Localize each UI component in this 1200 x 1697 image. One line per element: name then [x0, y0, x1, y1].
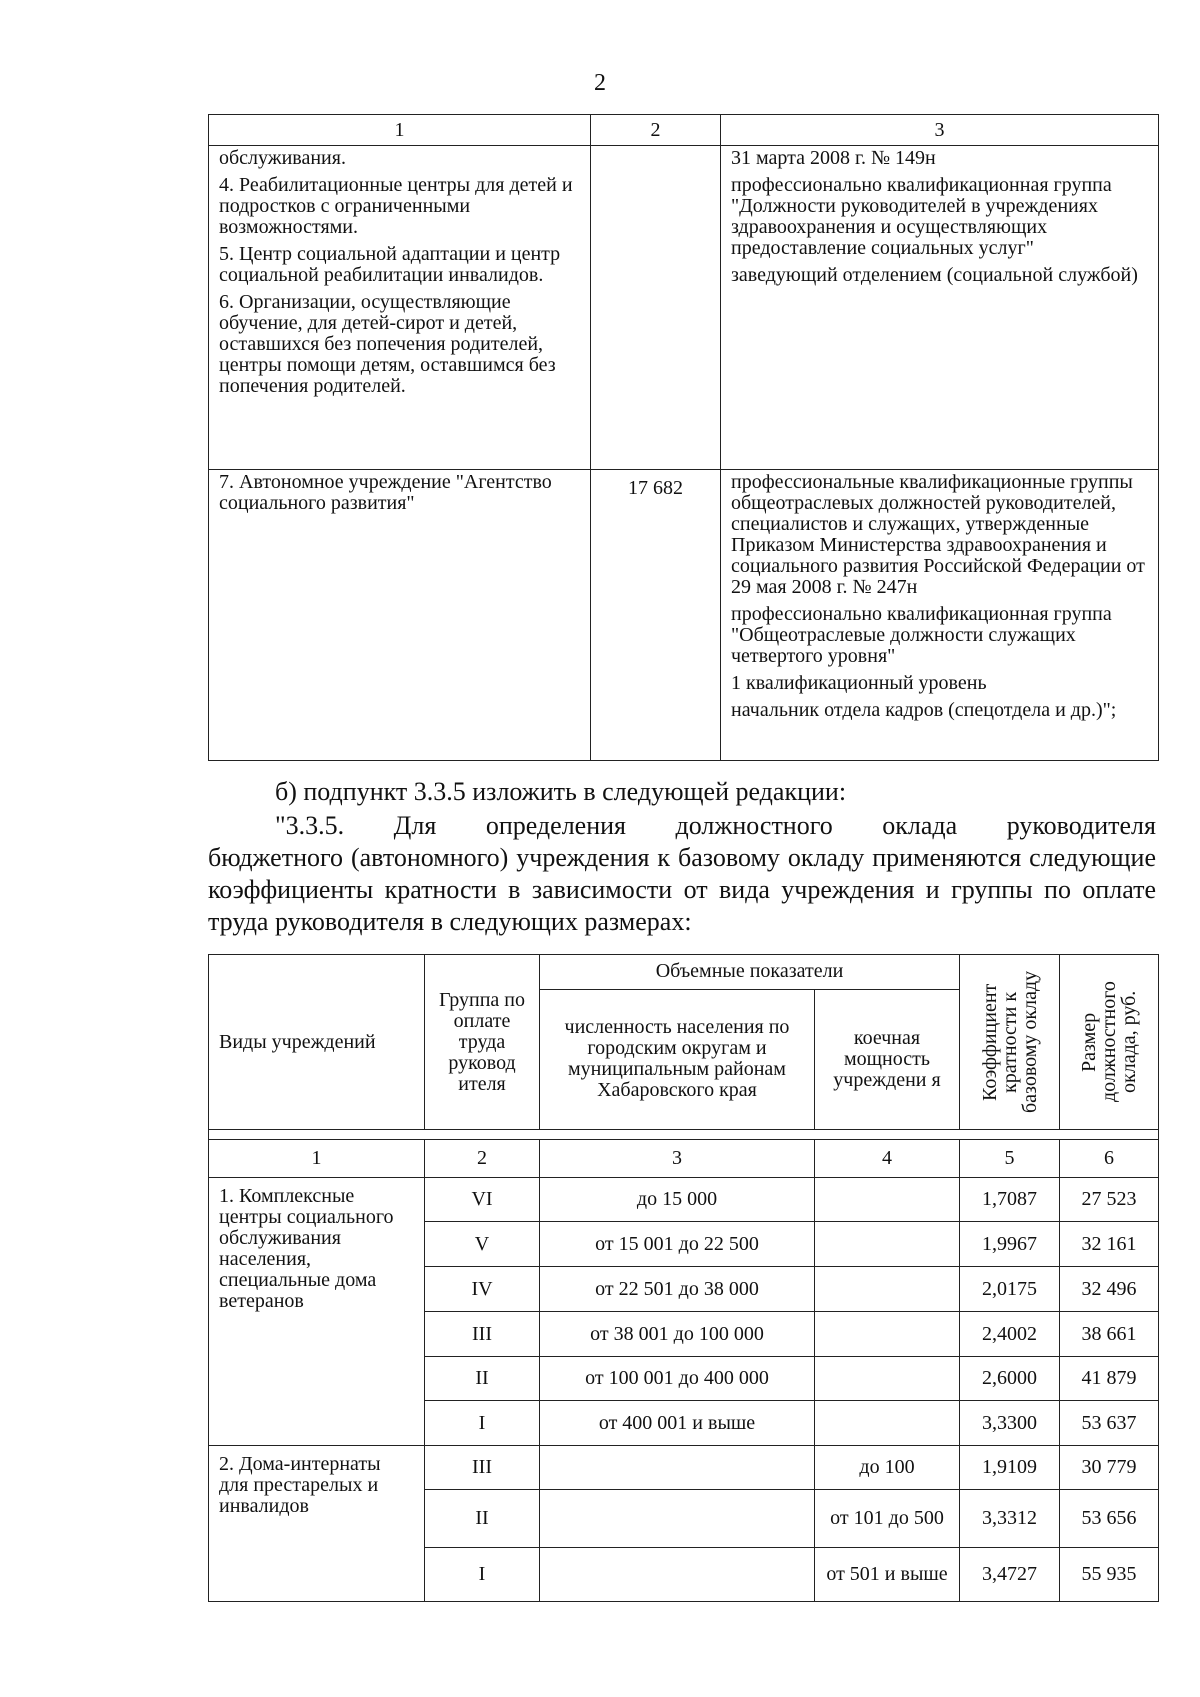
population-cell	[540, 1548, 815, 1602]
subparagraph-body: бюджетного (автономного) учреждения к базовому окладу применяются следующие коэффициенты кратности в зависимости от вида учреждения и группы по оплате труда руководителя в следующих размерах:	[208, 843, 1156, 936]
institution-type-cell: 2. Дома-интернаты для престарелых и инвалидов	[209, 1446, 425, 1602]
table-row	[209, 1446, 1159, 1490]
cell-text: профессионально квалификационная группа "Должности руководителей в учреждениях здравоохранения и осуществляющих предоставление социальных услуг"	[731, 174, 1112, 259]
institution-cell	[209, 470, 591, 761]
salary-cell: 27 523	[1060, 1178, 1159, 1222]
qualification-cell	[721, 470, 1159, 761]
salary-cell: 17 682	[591, 470, 721, 761]
page-number: 2	[594, 70, 606, 96]
institution-cell	[209, 146, 591, 470]
beds-cell: от 501 и выше	[815, 1548, 960, 1602]
coefficient-cell: 1,7087	[960, 1178, 1060, 1222]
cell-text: заведующий отделением (социальной службой)	[731, 264, 1138, 286]
population-cell: от 22 501 до 38 000	[540, 1267, 815, 1312]
population-cell: от 15 001 до 22 500	[540, 1222, 815, 1267]
coefficient-cell: 3,3312	[960, 1490, 1060, 1548]
salary-cell: 32 496	[1060, 1267, 1159, 1312]
beds-cell	[815, 1267, 960, 1312]
group-cell: III	[425, 1446, 540, 1490]
column-number: 6	[1060, 1140, 1159, 1178]
table-header-row	[209, 115, 1159, 146]
population-cell: до 15 000	[540, 1178, 815, 1222]
coefficient-cell: 3,3300	[960, 1401, 1060, 1446]
group-cell: VI	[425, 1178, 540, 1222]
table-row	[209, 470, 1159, 761]
beds-cell	[815, 1222, 960, 1267]
table-spacer-row	[209, 1130, 1159, 1140]
group-cell: IV	[425, 1267, 540, 1312]
column-number: 5	[960, 1140, 1060, 1178]
cell-text: 1 квалификационный уровень	[731, 672, 987, 694]
population-cell: от 100 001 до 400 000	[540, 1357, 815, 1401]
header-group: Группа по оплате труда руковод ителя	[425, 955, 540, 1130]
header-salary	[1060, 955, 1159, 1130]
continuation-table	[208, 114, 1159, 761]
column-number: 3	[540, 1140, 815, 1178]
coefficient-cell: 2,6000	[960, 1357, 1060, 1401]
institution-type-cell: 1. Комплексные центры социального обслуживания населения, специальные дома ветеранов	[209, 1178, 425, 1446]
cell-text: начальник отдела кадров (спецотдела и др.)";	[731, 699, 1117, 721]
group-cell: II	[425, 1490, 540, 1548]
coefficient-cell: 3,4727	[960, 1548, 1060, 1602]
salary-cell: 38 661	[1060, 1312, 1159, 1357]
column-number: 1	[209, 1140, 425, 1178]
column-number: 3	[721, 115, 1159, 146]
cell-text: 5. Центр социальной адаптации и центр социальной реабилитации инвалидов.	[219, 243, 561, 286]
header-salary-text: Размер должностного оклада, руб.	[1078, 981, 1141, 1103]
header-coefficient-text: Коэффициент кратности к базовому окладу	[978, 970, 1041, 1114]
salary-cell: 53 637	[1060, 1401, 1159, 1446]
coefficient-cell: 2,0175	[960, 1267, 1060, 1312]
column-number: 4	[815, 1140, 960, 1178]
coefficient-cell: 1,9967	[960, 1222, 1060, 1267]
population-cell: от 400 001 и выше	[540, 1401, 815, 1446]
salary-cell: 32 161	[1060, 1222, 1159, 1267]
group-cell: I	[425, 1548, 540, 1602]
subparagraph-intro: б) подпункт 3.3.5 изложить в следующей редакции:	[275, 777, 847, 806]
beds-cell	[815, 1178, 960, 1222]
column-number: 2	[591, 115, 721, 146]
cell-text: обслуживания.	[219, 147, 346, 169]
header-coefficient	[960, 955, 1060, 1130]
beds-cell	[815, 1312, 960, 1357]
salary-cell: 41 879	[1060, 1357, 1159, 1401]
cell-text: 4. Реабилитационные центры для детей и подростков с ограниченными возможностями.	[219, 174, 573, 238]
header-institution-types: Виды учреждений	[209, 955, 425, 1130]
salary-cell: 55 935	[1060, 1548, 1159, 1602]
qualification-cell	[721, 146, 1159, 470]
header-population: численность населения по городским округам и муниципальным районам Хабаровского края	[540, 989, 815, 1129]
spacer	[209, 1130, 1159, 1140]
table-header-row	[209, 955, 1159, 990]
subparagraph-text	[208, 810, 1156, 938]
coefficients-table	[208, 954, 1159, 1602]
population-cell: от 38 001 до 100 000	[540, 1312, 815, 1357]
table-row	[209, 146, 1159, 470]
group-cell: V	[425, 1222, 540, 1267]
group-cell: III	[425, 1312, 540, 1357]
table-row	[209, 1178, 1159, 1222]
column-number: 1	[209, 115, 591, 146]
population-cell	[540, 1490, 815, 1548]
header-volume-indicators: Объемные показатели	[540, 955, 960, 990]
beds-cell	[815, 1401, 960, 1446]
beds-cell: от 101 до 500	[815, 1490, 960, 1548]
cell-text: профессионально квалификационная группа "Общеотраслевые должности служащих четвертого уровня"	[731, 603, 1112, 667]
group-cell: I	[425, 1401, 540, 1446]
cell-text: 6. Организации, осуществляющие обучение, для детей-сирот и детей, оставшихся без попечения родителей, центры помощи детям, оставшимся без попечения родителей.	[219, 291, 556, 397]
cell-text: 31 марта 2008 г. № 149н	[731, 147, 936, 169]
group-cell: II	[425, 1357, 540, 1401]
coefficient-cell: 1,9109	[960, 1446, 1060, 1490]
salary-cell: 30 779	[1060, 1446, 1159, 1490]
cell-text: 7. Автономное учреждение "Агентство социального развития"	[219, 471, 552, 514]
column-number: 2	[425, 1140, 540, 1178]
beds-cell	[815, 1357, 960, 1401]
header-bed-capacity: коечная мощность учреждени я	[815, 989, 960, 1129]
cell-text: профессиональные квалификационные группы общеотраслевых должностей руководителей, специалистов и служащих, утвержденные Приказом Министерства здравоохранения и социального развития Российской Федерации от 29 мая 2008 г. № 247н	[731, 471, 1145, 598]
coefficient-cell: 2,4002	[960, 1312, 1060, 1357]
salary-cell	[591, 146, 721, 470]
column-number-row	[209, 1140, 1159, 1178]
salary-cell: 53 656	[1060, 1490, 1159, 1548]
population-cell	[540, 1446, 815, 1490]
subparagraph-first-line: "3.3.5. Для определения должностного оклада руководителя	[275, 811, 1156, 840]
beds-cell: до 100	[815, 1446, 960, 1490]
